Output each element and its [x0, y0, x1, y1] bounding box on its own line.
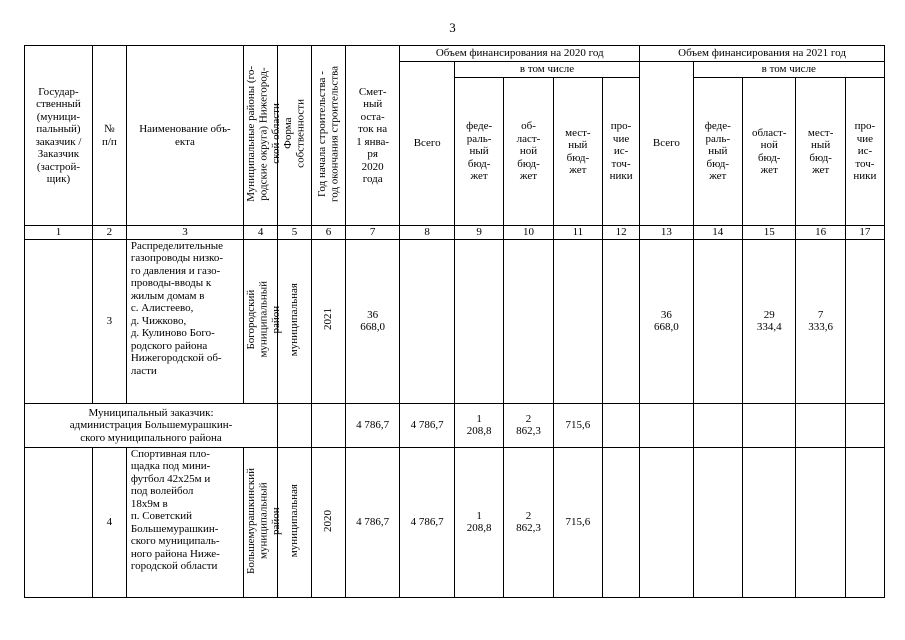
- cell-num: 3: [92, 239, 126, 403]
- cell-federal-2020: 1 208,8: [454, 447, 503, 597]
- cell-local-2021: [796, 447, 845, 597]
- cell-other-2021: [845, 403, 884, 447]
- cell-estimate: 4 786,7: [345, 403, 400, 447]
- cell-total-2020: 4 786,7: [400, 447, 455, 597]
- cell-local-2021: [796, 403, 845, 447]
- cell-federal-2020: [454, 239, 503, 403]
- header-local-2020: мест- ный бюд- жет: [553, 78, 602, 226]
- colnum: 10: [504, 226, 553, 240]
- cell-total-2020: 4 786,7: [400, 403, 455, 447]
- page-number: 3: [449, 20, 456, 35]
- table-row: [25, 447, 885, 597]
- cell-other-2020: [603, 447, 640, 597]
- colnum: 9: [454, 226, 503, 240]
- cell-total-2021: [640, 403, 693, 447]
- cell-customer: [25, 447, 93, 597]
- cell-federal-2021: [693, 239, 742, 403]
- header-object-name: Наименование объ- екта: [126, 46, 243, 226]
- column-numbers-row: [25, 226, 885, 240]
- cell-federal-2021: [693, 447, 742, 597]
- colnum: 17: [845, 226, 884, 240]
- colnum: 11: [553, 226, 602, 240]
- cell-other-2020: [603, 403, 640, 447]
- colnum: 3: [126, 226, 243, 240]
- cell-other-2020: [603, 239, 640, 403]
- header-estimate: Смет- ный оста- ток на 1 янва- ря 2020 года: [345, 46, 400, 226]
- header-total-2021: Всего: [640, 62, 693, 226]
- header-local-2021: мест- ный бюд- жет: [796, 78, 845, 226]
- group-row: [25, 403, 885, 447]
- cell-year: 2021: [311, 239, 345, 403]
- header-fin-2020: Объем финансирования на 2020 год: [400, 46, 640, 62]
- cell-other-2021: [845, 447, 884, 597]
- cell-object-name: Распределительные газопроводы низко- го давления и газо- проводы-вводы к жилым домам в с. Алистеево, д. Чижково, д. Кулиново Бого- родского района Нижегородской об- ласти: [126, 239, 243, 403]
- cell-estimate: 4 786,7: [345, 447, 400, 597]
- header-other-2021: про- чие ис- точ- ники: [845, 78, 884, 226]
- colnum: 16: [796, 226, 845, 240]
- header-districts: Муниципальные районы (го- родские округа) Нижегород- ской области: [244, 46, 278, 226]
- cell-district: Богородский муниципальный район: [244, 239, 278, 403]
- table-row: [25, 239, 885, 403]
- cell-local-2020: 715,6: [553, 447, 602, 597]
- cell-estimate: 36 668,0: [345, 239, 400, 403]
- colnum: 4: [244, 226, 278, 240]
- header-including-2021: в том числе: [693, 62, 884, 78]
- cell-regional-2020: 2 862,3: [504, 447, 553, 597]
- colnum: 7: [345, 226, 400, 240]
- colnum: 13: [640, 226, 693, 240]
- cell-ownership: муниципальная: [278, 239, 312, 403]
- header-ownership: Форма собственности: [278, 46, 312, 226]
- colnum: 2: [92, 226, 126, 240]
- cell-total-2021: 36 668,0: [640, 239, 693, 403]
- header-regional-2020: об- ласт- ной бюд- жет: [504, 78, 553, 226]
- header-federal-2020: феде- раль- ный бюд- жет: [454, 78, 503, 226]
- header-row-1: [25, 46, 885, 62]
- financing-table: [24, 45, 885, 598]
- header-regional-2021: област- ной бюд- жет: [742, 78, 795, 226]
- cell-regional-2020: 2 862,3: [504, 403, 553, 447]
- cell-local-2021: 7 333,6: [796, 239, 845, 403]
- colnum: 6: [311, 226, 345, 240]
- cell-num: 4: [92, 447, 126, 597]
- header-including-2020: в том числе: [454, 62, 639, 78]
- cell-regional-2021: 29 334,4: [742, 239, 795, 403]
- cell-district: Большемурашкинский муниципальный район: [244, 447, 278, 597]
- cell-local-2020: [553, 239, 602, 403]
- header-total-2020: Всего: [400, 62, 455, 226]
- colnum: 1: [25, 226, 93, 240]
- cell-ownership: муниципальная: [278, 447, 312, 597]
- header-customer: Государ- ственный (муници- пальный) заказчик / Заказчик (застрой- щик): [25, 46, 93, 226]
- colnum: 12: [603, 226, 640, 240]
- cell-year: [311, 403, 345, 447]
- colnum: 5: [278, 226, 312, 240]
- cell-group-customer: Муниципальный заказчик: администрация Большемурашкин- ского муниципального района: [25, 403, 278, 447]
- header-federal-2021: феде- раль- ный бюд- жет: [693, 78, 742, 226]
- colnum: 14: [693, 226, 742, 240]
- cell-total-2020: [400, 239, 455, 403]
- cell-ownership: [278, 403, 312, 447]
- cell-customer: [25, 239, 93, 403]
- cell-federal-2021: [693, 403, 742, 447]
- cell-object-name: Спортивная пло- щадка под мини- футбол 42х25м и под волейбол 18х9м в п. Советский Большемурашкин- ского муниципаль- ного района Ниже- городской области: [126, 447, 243, 597]
- header-fin-2021: Объем финансирования на 2021 год: [640, 46, 885, 62]
- header-years: Год начала строительства - год окончания строительства: [311, 46, 345, 226]
- header-other-2020: про- чие ис- точ- ники: [603, 78, 640, 226]
- cell-regional-2021: [742, 403, 795, 447]
- cell-federal-2020: 1 208,8: [454, 403, 503, 447]
- cell-year: 2020: [311, 447, 345, 597]
- cell-regional-2020: [504, 239, 553, 403]
- cell-total-2021: [640, 447, 693, 597]
- colnum: 8: [400, 226, 455, 240]
- cell-regional-2021: [742, 447, 795, 597]
- colnum: 15: [742, 226, 795, 240]
- cell-local-2020: 715,6: [553, 403, 602, 447]
- header-num: № п/п: [92, 46, 126, 226]
- cell-other-2021: [845, 239, 884, 403]
